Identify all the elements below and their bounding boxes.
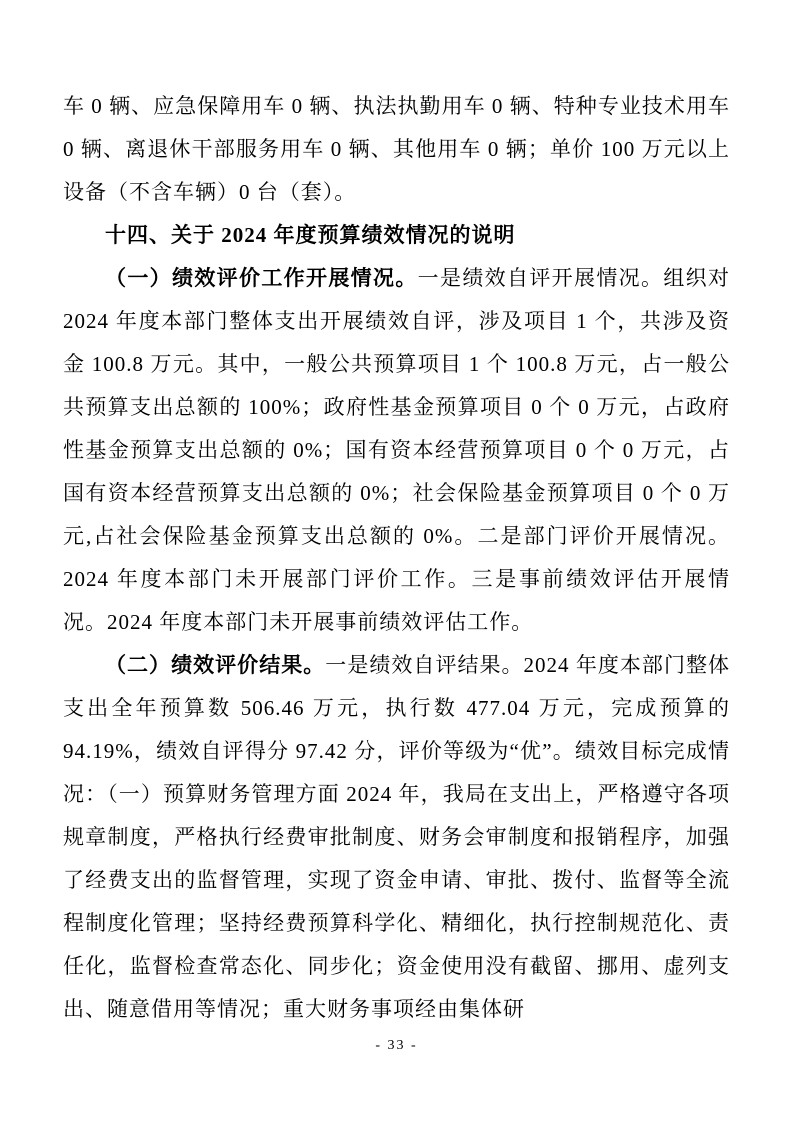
paragraph-body-evaluation-results: 一是绩效自评结果。2024 年度本部门整体支出全年预算数 506.46 万元，执行数 477.04 万元，完成预算的 94.19%，绩效自评得分 97.42 分，评价等级为“优”。绩效目标完成情况：（一）预算财务管理方面 2024 年，我局在支出上，严格遵守各项规章制度，严格执行经费审批制度、财务会审制度和报销程序，加强了经费支出的监督管理，实现了资金申请、审批、拨付、监督等全流程制度化管理；坚持经费预算科学化、精细化，执行控制规范化、责任化，监督检查常态化、同步化；资金使用没有截留、挪用、虚列支出、随意借用等情况；重大财务事项经由集体研 — [63, 653, 731, 1021]
paragraph-lead-evaluation-results: （二）绩效评价结果。 — [105, 653, 326, 677]
page-content — [63, 85, 730, 1031]
paragraph-body-evaluation-work: 一是绩效自评开展情况。组织对 2024 年度本部门整体支出开展绩效自评，涉及项目 1 个，共涉及资金 100.8 万元。其中，一般公共预算项目 1 个 100.8 万元，占一般公共预算支出总额的 100%；政府性基金预算项目 0 个 0 万元，占政府性基金预算支出总额的 0%；国有资本经营预算项目 0 个 0 万元，占国有资本经营预算支出总额的 0%；社会保险基金预算项目 0 个 0 万元,占社会保险基金预算支出总额的 0%。二是部门评价开展情况。2024 年度本部门未开展部门评价工作。三是事前绩效评估开展情况。2024 年度本部门未开展事前绩效评估工作。 — [63, 266, 731, 634]
paragraph-performance-evaluation-work — [63, 257, 730, 644]
paragraph-vehicle-equipment: 车 0 辆、应急保障用车 0 辆、执法执勤用车 0 辆、特种专业技术用车 0 辆、离退休干部服务用车 0 辆、其他用车 0 辆；单价 100 万元以上设备（不含车辆）0 台（套）。 — [63, 94, 730, 204]
section-heading-14-budget-performance: 十四、关于 2024 年度预算绩效情况的说明 — [105, 223, 516, 247]
paragraph-lead-evaluation-work: （一）绩效评价工作开展情况。 — [105, 266, 418, 290]
page-number: - 33 - — [375, 1038, 418, 1053]
paragraph-evaluation-results — [63, 644, 730, 1031]
